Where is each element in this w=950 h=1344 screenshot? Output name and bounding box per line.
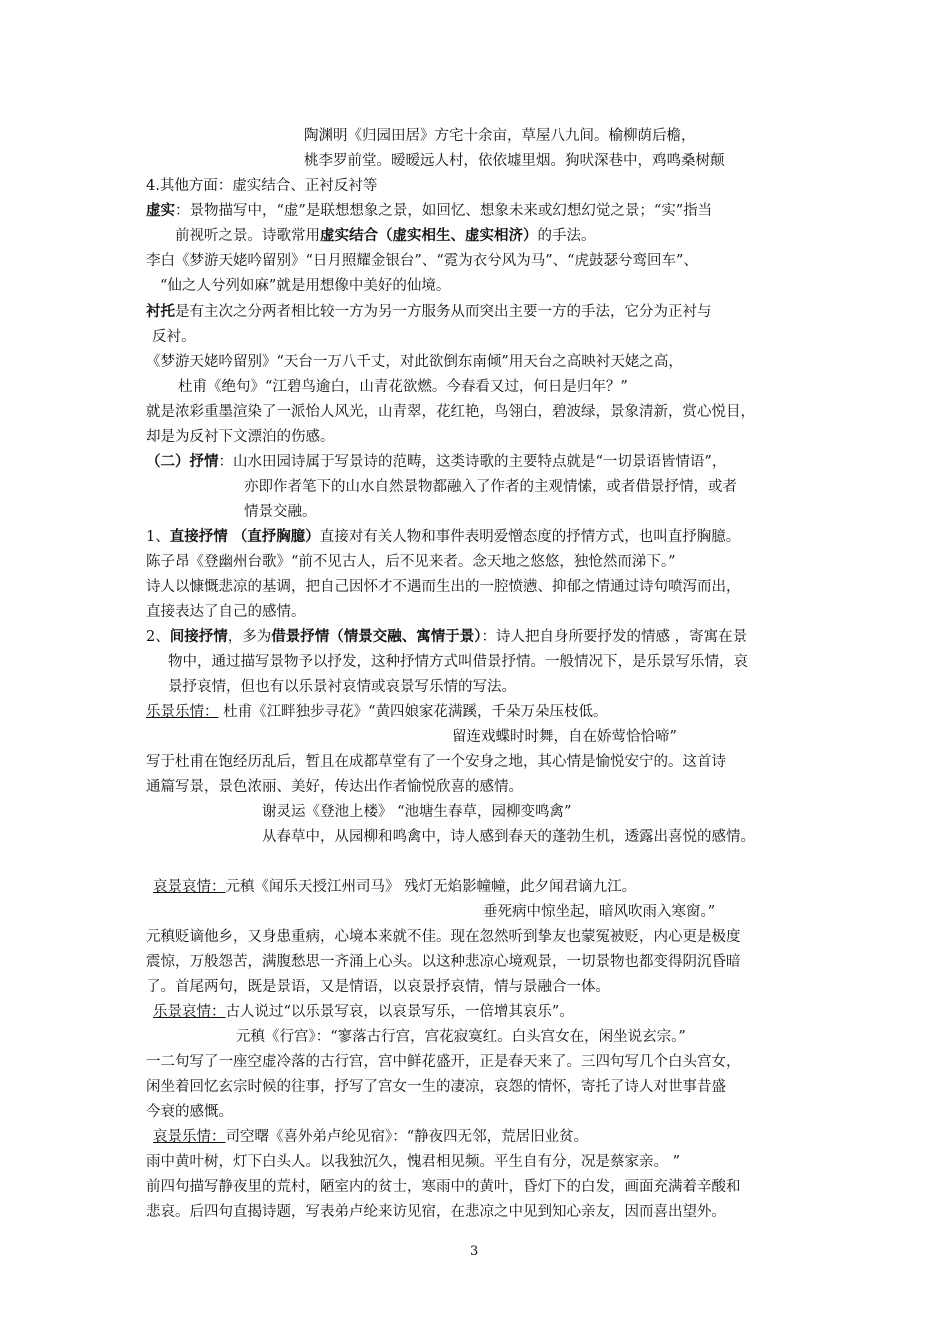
paragraph-line: 震惊，万般怨苦，满腹愁思一齐涌上心头。以这种悲凉心境观景，一切景物也都变得阴沉昏暗 — [146, 954, 741, 970]
paragraph-line — [146, 302, 712, 322]
category-label: 乐景哀情： — [153, 1004, 226, 1020]
poem-line: 陶渊明《归园田居》方宅十余亩，草屋八九间。榆柳荫后檐， — [304, 128, 696, 144]
term-label: 衬托 — [146, 303, 175, 320]
paragraph-line: 就是浓彩重墨渲染了一派怡人风光，山青翠，花红艳，鸟翎白，碧波绿，景象清新，赏心悦目， — [146, 404, 755, 420]
text-span: 2、 — [146, 629, 170, 645]
text-span: ：景物描写中，“虚”是联想想象之景，如回忆、想象未来或幻想幻觉之景；“实”指当 — [175, 203, 713, 219]
term-label: 虚实 — [146, 202, 175, 219]
category-label: 乐景乐情： — [146, 704, 219, 720]
text-span: 司空曙《喜外弟卢纶见宿》：“静夜四无邻，荒居旧业贫。 — [225, 1129, 589, 1145]
text-span: 元稹《闻乐天授江州司马》 残灯无焰影幢幢，此夕闻君谪九江。 — [225, 879, 637, 895]
bold-term: 间接抒情 — [169, 628, 228, 645]
paragraph-line — [146, 627, 747, 647]
paragraph-line: 从春草中，从园柳和鸣禽中，诗人感到春天的蓬勃生机，透露出喜悦的感情。 — [262, 829, 755, 845]
bold-term: 虚实结合（虚实相生、虚实相济） — [320, 227, 538, 244]
paragraph-line — [175, 226, 596, 246]
text-span: 1、 — [146, 529, 170, 545]
paragraph-line: 直接表达了自己的感情。 — [146, 604, 306, 620]
text-span: 前视听之景。诗歌常用 — [175, 228, 320, 244]
section-heading: 4.其他方面：虚实结合、正衬反衬等 — [146, 178, 378, 194]
example-line — [153, 877, 636, 897]
poem-line: 杜甫《绝句》“江碧鸟逾白，山青花欲燃。今春看又过，何日是归年？” — [178, 379, 628, 395]
paragraph-line: 前四句描写静夜里的荒村，陋室内的贫士，寒雨中的黄叶，昏灯下的白发，画面充满着辛酸和 — [146, 1179, 741, 1195]
poem-line: 元稹《行宫》：“寥落古行宫，宫花寂寞红。白头宫女在，闲坐说玄宗。” — [236, 1029, 686, 1045]
text-span: 是有主次之分两者相比较一方为另一方服务从而突出主要一方的手法，它分为正衬与 — [175, 304, 712, 320]
paragraph-line: 通篇写景，景色浓丽、美好，传达出作者愉悦欣喜的感情。 — [146, 779, 523, 795]
paragraph-line: 情景交融。 — [244, 504, 317, 520]
paragraph-line: 物中，通过描写景物予以抒发，这种抒情方式叫借景抒情。一般情况下，是乐景写乐情，哀 — [168, 654, 748, 670]
bold-term: 直接抒情 （直抒胸臆） — [169, 528, 320, 545]
example-line — [146, 702, 608, 722]
paragraph-line: 反衬。 — [152, 329, 196, 345]
bold-term: 借景抒情（情景交融、寓情于景） — [271, 628, 482, 645]
paragraph-line: 景抒哀情，但也有以乐景衬哀情或哀景写乐情的写法。 — [168, 679, 516, 695]
paragraph-line: 悲哀。后四句直揭诗题，写表弟卢纶来访见宿，在悲凉之中见到知心亲友，因而喜出望外。 — [146, 1204, 726, 1220]
text-span: 杜甫《江畔独步寻花》“黄四娘家花满蹊，千朵万朵压枝低。 — [218, 704, 608, 720]
paragraph-line: 一二句写了一座空虚冷落的古行宫，宫中鲜花盛开，正是春天来了。三四句写几个白头宫女， — [146, 1054, 741, 1070]
text-span: ：山水田园诗属于写景诗的范畴，这类诗歌的主要特点就是“一切景语皆情语”， — [218, 454, 727, 470]
paragraph-line: 了。首尾两句，既是景语，又是情语，以哀景抒哀情，情与景融合一体。 — [146, 979, 610, 995]
paragraph-line: 《梦游天姥吟留别》“天台一万八千丈，对此欲倒东南倾”用天台之高映衬天姥之高， — [146, 354, 683, 370]
poem-line: 垂死病中惊坐起，暗风吹雨入寒窗。” — [483, 904, 716, 920]
text-span: 直接对有关人物和事件表明爱憎态度的抒情方式，也叫直抒胸臆。 — [319, 529, 741, 545]
paragraph-line: 写于杜甫在饱经历乱后，暂且在成都草堂有了一个安身之地，其心情是愉悦安宁的。这首诗 — [146, 754, 726, 770]
paragraph-line: 元稹贬谪他乡，又身患重病，心境本来就不佳。现在忽然听到挚友也蒙冤被贬，内心更是极度 — [146, 929, 741, 945]
paragraph-line: 今衰的感慨。 — [146, 1104, 233, 1120]
text-span: 古人说过“以乐景写哀，以哀景写乐，一倍增其哀乐”。 — [225, 1004, 574, 1020]
paragraph-line: 闲坐着回忆玄宗时候的往事，抒写了宫女一生的凄凉，哀怨的情怀，寄托了诗人对世事昔盛 — [146, 1079, 726, 1095]
heading-label: （二）抒情 — [146, 453, 219, 470]
paragraph-line: 李白《梦游天姥吟留别》“日月照耀金银台”、“霓为衣兮风为马”、“虎鼓瑟兮鸾回车”、 — [146, 253, 698, 269]
text-span: 的手法。 — [537, 228, 596, 244]
paragraph-line: 诗人以慷慨悲凉的基调，把自己因怀才不遇而生出的一腔愤懑、抑郁之情通过诗句喷泻而出， — [146, 579, 741, 595]
poem-line: 陈子昂《登幽州台歌》“前不见古人，后不见来者。念天地之悠悠，独怆然而涕下。” — [146, 554, 676, 570]
paragraph-line: 亦即作者笔下的山水自然景物都融入了作者的主观情愫，或者借景抒情，或者 — [244, 479, 737, 495]
page-number: 3 — [470, 1244, 479, 1259]
paragraph-line: 却是为反衬下文漂泊的伤感。 — [146, 429, 335, 445]
poem-line: 谢灵运《登池上楼》 “池塘生春草，园柳变鸣禽” — [262, 804, 572, 820]
category-label: 哀景乐情： — [153, 1129, 226, 1145]
poem-line: 留连戏蝶时时舞，自在娇莺恰恰啼” — [452, 729, 677, 745]
section-heading — [146, 452, 726, 472]
poem-line: 桃李罗前堂。暧暧远人村，依依墟里烟。狗吠深巷中，鸡鸣桑树颠 — [304, 153, 725, 169]
paragraph-line — [146, 527, 740, 547]
paragraph-line: “仙之人兮列如麻”就是用想像中美好的仙境。 — [160, 278, 451, 294]
text-span: ：诗人把自身所要抒发的情感 ，寄寓在景 — [481, 629, 748, 645]
poem-line: 雨中黄叶树，灯下白头人。以我独沉久，愧君相见频。平生自有分，况是蔡家亲。 ” — [146, 1154, 681, 1170]
example-line — [153, 1127, 588, 1147]
category-label: 哀景哀情： — [153, 879, 226, 895]
example-line — [153, 1002, 574, 1022]
paragraph-line — [146, 201, 712, 221]
text-span: ，多为 — [227, 629, 272, 645]
